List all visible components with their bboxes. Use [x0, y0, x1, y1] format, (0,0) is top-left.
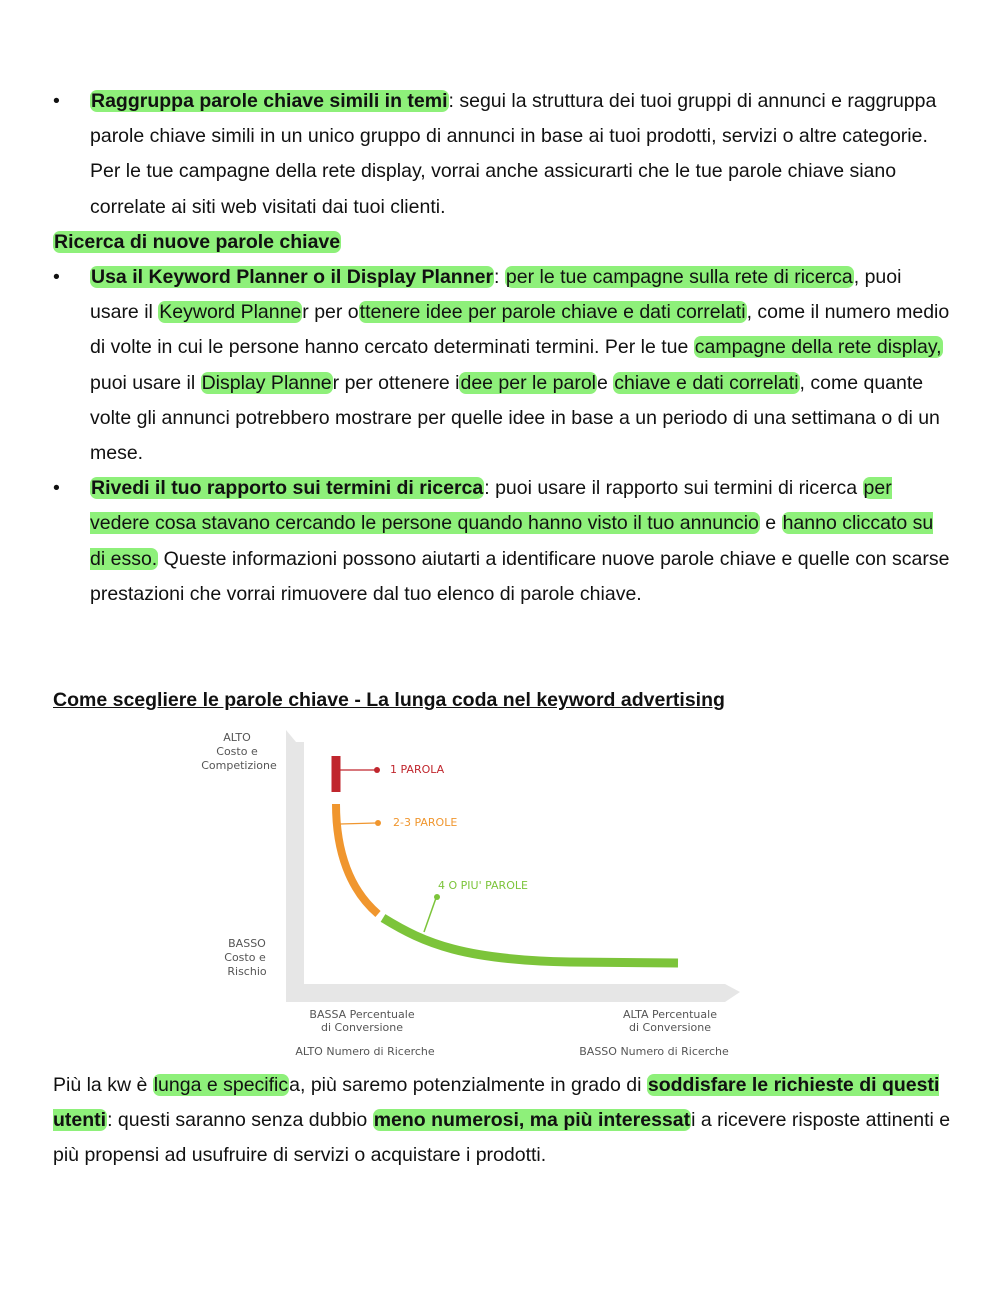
text-run: , puoi usare il — [90, 266, 902, 324]
list-item-planner — [53, 260, 953, 471]
highlight-run: per vedere cosa stavano cercando le persone quando hanno visto il tuo annuncio — [90, 477, 892, 535]
bullet-list-themes — [53, 84, 953, 225]
section-heading — [53, 225, 953, 260]
text-run: i a ricevere risposte attinenti e più propensi ad usufruire di servizi o acquistare i prodotti. — [53, 1109, 951, 1166]
text-run: e — [597, 371, 614, 394]
y-top-label-3: Competizione — [201, 759, 277, 772]
text-run: Queste informazioni possono aiutarti a identificare nuove parole chiave e quelle con scarse prestazioni che vorrai rimuovere dal tuo elenco di parole chiave. — [90, 547, 950, 605]
highlight-run: lunga e specific — [153, 1074, 289, 1096]
bullet-marker: • — [53, 90, 60, 112]
highlight-run: per le tue campagne sulla rete di ricerca — [505, 266, 853, 288]
label-1-word: 1 PAROLA — [390, 763, 445, 776]
highlight-run: campagne della rete display, — [694, 336, 942, 359]
pointer-4-words — [424, 898, 436, 932]
label-4-words: 4 O PIU' PAROLE — [438, 879, 528, 892]
item-bold-title: Raggruppa parole chiave simili in temi — [91, 90, 448, 112]
x-left-label-1: BASSA Percentuale — [309, 1008, 415, 1021]
pointer-dot-1-word — [374, 767, 380, 773]
text-run: : puoi usare il rapporto sui termini di ricerca — [484, 477, 863, 500]
x-right-label-2: di Conversione — [629, 1021, 711, 1034]
y-bot-label-3: Rischio — [227, 965, 267, 978]
pointer-2-3-words — [340, 823, 376, 824]
highlight-run: chiave e dati correlati — [614, 371, 799, 394]
highlight-run: Keyword Planne — [159, 301, 302, 324]
y-bot-label-2: Costo e — [224, 951, 266, 964]
highlight-run: ttenere idee per parole chiave e dati correlati — [359, 301, 746, 324]
y-top-label-1: ALTO — [223, 731, 251, 744]
item-bold-title: Usa il Keyword Planner o il Display Planner — [91, 266, 494, 288]
y-top-label-2: Costo e — [216, 745, 258, 758]
long-tail-figure — [190, 722, 750, 1064]
x-right-label-1: ALTA Percentuale — [623, 1008, 717, 1021]
list-item-search-terms-report — [53, 471, 953, 612]
y-axis — [286, 730, 304, 992]
section-new-keywords — [53, 225, 953, 612]
pointer-dot-2-3-words — [375, 820, 381, 826]
bold-highlight-run: soddisfare le richieste di questi utenti — [53, 1074, 940, 1131]
heading-text: Ricerca di nuove parole chiave — [54, 231, 341, 253]
x-left-label-2: di Conversione — [321, 1021, 403, 1034]
text-run: Più la kw è — [53, 1074, 153, 1096]
label-2-3-words: 2-3 PAROLE — [393, 816, 458, 829]
text-run: , come il numero medio di volte in cui le persone hanno cercato determinati termini. Per le tue — [90, 301, 950, 359]
highlight-run: dee per le parol — [460, 371, 596, 394]
pointer-dot-4-words — [434, 894, 440, 900]
x-left-label-3: ALTO Numero di Ricerche — [295, 1045, 435, 1058]
text-run: : — [494, 266, 505, 288]
text-run: : questi saranno senza dubbio — [107, 1109, 373, 1131]
closing-paragraph — [53, 1068, 953, 1173]
list-item-group-keywords — [53, 84, 953, 225]
curve-segment-2-3-words — [336, 804, 378, 914]
text-run: r per o — [302, 301, 359, 324]
x-axis — [286, 984, 740, 1002]
section-title: Come scegliere le parole chiave - La lunga coda nel keyword advertising — [53, 689, 725, 711]
section-long-tail — [53, 683, 953, 718]
text-run: puoi usare il — [90, 371, 201, 394]
item-body-text: : segui la struttura dei tuoi gruppi di annunci e raggruppa parole chiave simili in un unico gruppo di annunci in base ai tuoi prodotti, servizi o altre categorie. Per le tue campagne della rete display, vorrai anche assicurarti che le tue parole chiave siano correlate ai siti web visitati dai tuoi clienti. — [90, 90, 937, 218]
bullet-marker: • — [53, 266, 60, 288]
bold-highlight-run: meno numerosi, ma più interessat — [373, 1109, 691, 1131]
y-bot-label-1: BASSO — [228, 937, 266, 950]
text-run: a, più saremo potenzialmente in grado di — [289, 1074, 647, 1096]
item-bold-title: Rivedi il tuo rapporto sui termini di ricerca — [91, 477, 484, 500]
bullet-marker: • — [53, 477, 60, 500]
highlight-run: hanno cliccato su di esso. — [90, 512, 934, 570]
x-right-label-3: BASSO Numero di Ricerche — [579, 1045, 729, 1058]
paragraph-text — [53, 1068, 953, 1173]
text-run: e — [759, 512, 782, 535]
text-run: r per ottenere i — [332, 371, 460, 394]
highlight-run: Display Planne — [201, 371, 332, 394]
text-run: , come quante volte gli annunci potrebbero mostrare per quelle idee in base a un periodo di una settimana o di un mese. — [90, 371, 940, 465]
